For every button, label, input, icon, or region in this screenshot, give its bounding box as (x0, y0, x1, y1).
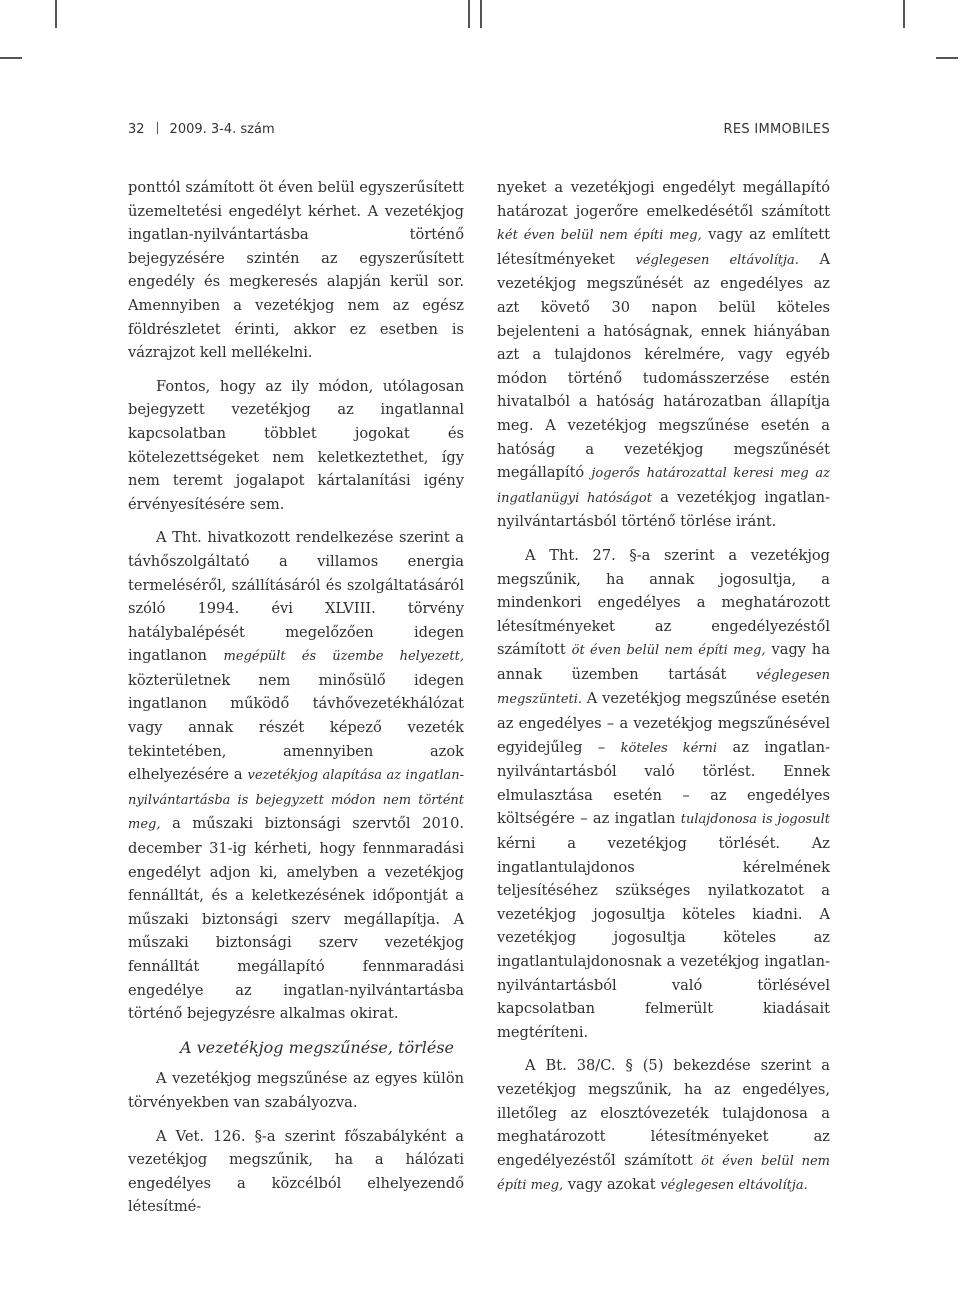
text-run: vagy azokat (563, 1176, 661, 1194)
text-run: nyeket a vezetékjogi engedélyt megállapító határozat jogerőre emelkedésétől számított (497, 179, 830, 220)
emphasis: öt éven belül nem építi meg, (571, 643, 766, 659)
crop-mark (480, 0, 482, 28)
text-run: A vezetékjog megszűnését az engedélyes az azt követő 30 napon belül köteles bejelenteni a hatóságnak, ennek hiányában azt a tulajdonos kérelmére, vagy egyéb módon történő tudomásszerzése estén hivatalból a hatóság határozatban állapítja meg. A vezetékjog megszűnése esetén a hatóság a vezetékjog megszűnését megállapító (497, 250, 830, 482)
text-run: a vezetékjog ingatlan-nyilvántartásból történő törlése iránt. (497, 488, 831, 531)
crop-mark (55, 0, 57, 28)
emphasis: jogerős határozattal keresi meg az ingatlanügyi hatóságot (497, 466, 830, 506)
paragraph: Fontos, hogy az ily módon, utólagosan bejegyzett vezetékjog az ingatlannal kapcsolatban többlet jogokat és kötelezettségeket nem keletkeztethet, így nem teremt jogalapot kártalanítási igény érvényesítésére sem. (128, 377, 464, 513)
paragraph: ponttól számított öt éven belül egyszerűsített üzemeltetési engedélyt kérhet. A vezetékjog ingatlan-nyilvántartásba történő bejegyzésére szintén az egyszerűsített engedély és megkeresés alapján kerül sor. Amennyiben a vezetékjog nem az egész földrészletet érinti, akkor ez esetben is vázrajzot kell mellékelni. (128, 179, 464, 362)
page-number: 32 (128, 122, 145, 137)
text-run: kérni a vezetékjog törlését. Az ingatlantulajdonos kérelmének teljesítéséhez szükséges nyilatkozatot a vezetékjog jogosultja köteles kiadni. A vezetékjog jogosultja köteles az ingatlantulajdonosnak a vezetékjog ingatlan-nyilvántartásból való törlésével kapcsolatban felmerült kiadásait megtéríteni. (497, 835, 830, 1041)
page-header (128, 122, 830, 142)
paragraph (128, 526, 464, 1025)
text-run: vagy ha annak üzemben tartását (497, 641, 830, 683)
journal-title: RES IMMOBILES (723, 122, 830, 137)
header-left (128, 122, 275, 137)
text-run: közterületnek nem minősülő idegen ingatlanon működő távhővezetékhálózat vagy annak részét képező vezeték tekintetében, amennyiben azok elhelyezésére a (128, 671, 464, 784)
text-run: a műszaki biztonsági szervtől 2010. december 31-ig kérheti, hogy fennmaradási engedélyt adjon ki, amelyben a vezetékjog fennálltát, és a keletkezésének időpontját a műszaki biztonsági szerv megállapítja. A műszaki biztonsági szerv vezetékjog fennálltát megállapító fennmaradási engedélye az ingatlan-nyilvántartásba történő bejegyzésre alkalmas okirat. (128, 815, 464, 1023)
emphasis: véglegesen eltávolítja. (660, 1178, 808, 1194)
left-column (128, 176, 464, 1219)
crop-mark (468, 0, 470, 28)
emphasis: tulajdonosa is jogosult (680, 812, 830, 828)
text-run: A Bt. 38/C. § (5) bekezdése szerint a vezetékjog megszűnik, ha az engedélyes, illetőleg az elosztóvezeték tulajdonosa a meghatározott létesítményeket az engedélyezéstől számított (497, 1057, 830, 1169)
emphasis: megépült és üzembe helyezett, (223, 649, 464, 665)
paragraph: A Vet. 126. §-a szerint főszabályként a vezetékjog megszűnik, ha a hálózati engedélyes a közcélból elhelyezendő létesítmé- (128, 1127, 464, 1216)
text-run: A Tht. hivatkozott rendelkezése szerint a távhőszolgáltató a villamos energia termeléséről, szállításáról és szolgáltatásáról szóló 1994. évi XLVIII. törvény hatálybalépését megelőzően idegen ingatlanon (128, 529, 464, 665)
text-run: vagy az említett létesítményeket (497, 226, 830, 268)
header-separator (157, 122, 158, 134)
text-run: az ingatlan-nyilvántartásból való törlést. Ennek elmulasztása esetén – az engedélyes költségére – az ingatlan (497, 738, 831, 828)
emphasis: véglegesen eltávolítja. (635, 252, 799, 268)
paragraph (497, 176, 830, 534)
emphasis: két éven belül nem építi meg, (497, 228, 702, 244)
emphasis: vezetékjog alapítása az ingatlan-nyilvántartásba is bejegyzett módon nem történt meg, (128, 768, 464, 833)
emphasis: véglegesen megszünteti. (497, 667, 830, 708)
emphasis: köteles kérni (620, 740, 718, 756)
paragraph (497, 1054, 830, 1198)
crop-mark (0, 57, 22, 59)
text-run: A Tht. 27. §-a szerint a vezetékjog megszűnik, ha annak jogosultja, a mindenkori engedélyes a meghatározott létesítményeket az engedélyezéstől számított (497, 546, 830, 659)
crop-mark (936, 57, 958, 59)
text-run: A vezetékjog megszűnése esetén az engedélyes – a vezetékjog megszűnésével egyidejűleg – (497, 690, 830, 756)
paragraph: A vezetékjog megszűnése az egyes külön törvényekben van szabályozva. (128, 1070, 464, 1111)
crop-mark (903, 0, 905, 28)
paragraph (497, 544, 830, 1044)
section-heading: A vezetékjog megszűnése, törlése (180, 1037, 454, 1057)
issue-label: 2009. 3-4. szám (169, 122, 275, 137)
right-column (497, 176, 830, 1198)
emphasis: öt éven belül nem építi meg, (497, 1153, 830, 1194)
